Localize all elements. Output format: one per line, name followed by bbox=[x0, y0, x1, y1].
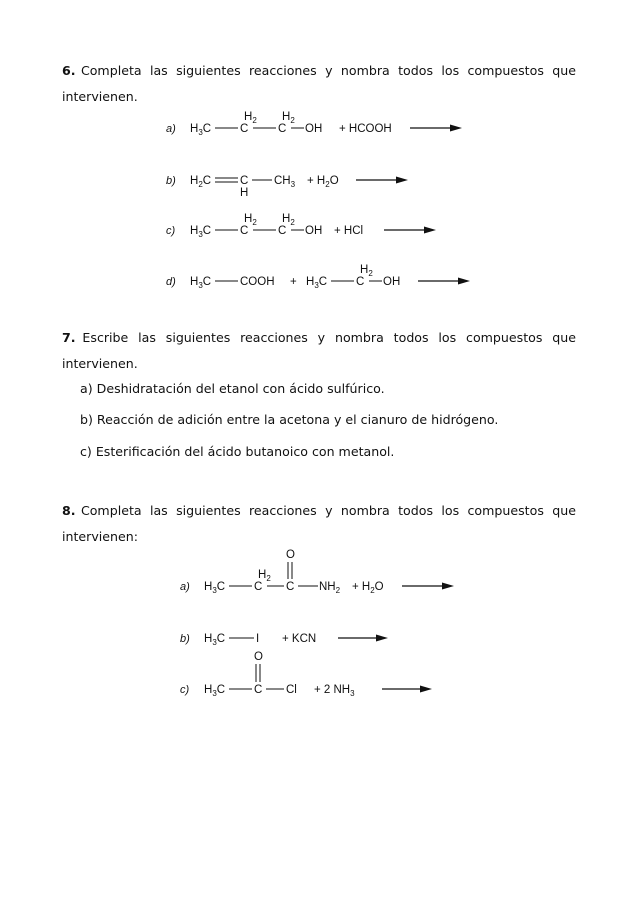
reaction-6b bbox=[166, 164, 426, 200]
arrow-icon bbox=[376, 635, 388, 642]
arrow-icon bbox=[450, 125, 462, 132]
svg-text:H2: $H_2$ bbox=[258, 569, 271, 583]
reaction-6a bbox=[166, 108, 466, 144]
reaction-label: c) bbox=[166, 225, 176, 237]
svg-text:H3C: $H_3C$ bbox=[204, 581, 226, 595]
svg-text:H3C: $H_3C$ bbox=[204, 684, 226, 698]
svg-text:H3C: $H_3C$ bbox=[306, 276, 328, 290]
list-item: a) Deshidratación del etanol con ácido sulfúrico. bbox=[80, 381, 385, 396]
svg-text:+: + bbox=[290, 276, 297, 288]
svg-text:C: C bbox=[286, 581, 295, 593]
reaction-label: b) bbox=[180, 633, 190, 645]
list-item: b) Reacción de adición entre la acetona y el cianuro de hidrógeno. bbox=[80, 412, 499, 427]
reaction-label: a) bbox=[166, 123, 176, 135]
reagent: + $H_2O$ bbox=[352, 581, 384, 595]
formula-h2: $H_2$ bbox=[282, 111, 295, 125]
reaction-6d bbox=[166, 261, 476, 297]
formula-cl: Cl bbox=[286, 684, 297, 696]
svg-text:H3C: $H_3C$ bbox=[204, 633, 226, 647]
svg-text:O: O bbox=[254, 651, 263, 663]
reagent: HCl bbox=[343, 225, 364, 237]
reaction-label: c) bbox=[180, 684, 190, 696]
arrow-icon bbox=[396, 177, 408, 184]
question-text: Escribe las siguientes reacciones y nombra todos los compuestos que intervienen. bbox=[62, 330, 576, 371]
svg-text:H: H bbox=[240, 187, 249, 199]
reaction-8c bbox=[180, 650, 440, 700]
question-6 bbox=[62, 58, 576, 110]
question-number: 8. bbox=[62, 503, 76, 518]
arrow-icon bbox=[442, 583, 454, 590]
formula-h2: $H_2$ bbox=[244, 111, 257, 125]
svg-text:H3C: $H_3C$ bbox=[190, 276, 212, 290]
svg-text:C: C bbox=[240, 175, 249, 187]
svg-text:C: C bbox=[278, 123, 287, 135]
arrow-icon bbox=[458, 278, 470, 285]
svg-text:H2: $H_2$ bbox=[360, 264, 373, 278]
svg-text:+ HCl: + HCl bbox=[334, 225, 364, 237]
reaction-label: a) bbox=[180, 581, 190, 593]
svg-text:C: C bbox=[254, 581, 263, 593]
svg-text:O: O bbox=[286, 549, 295, 561]
reaction-8a bbox=[180, 548, 460, 600]
formula-i: I bbox=[256, 633, 260, 645]
svg-text:C: C bbox=[240, 225, 249, 237]
formula-h2c: $H_2C$ bbox=[190, 175, 212, 189]
svg-text:C: C bbox=[356, 276, 365, 288]
arrow-icon bbox=[420, 686, 432, 693]
formula-oh: OH bbox=[305, 123, 323, 135]
svg-text:C: C bbox=[240, 123, 249, 135]
question-8 bbox=[62, 498, 576, 550]
formula-cooh: COOH bbox=[240, 276, 275, 288]
reagent: + 2 $NH_3$ bbox=[314, 684, 355, 698]
svg-text:H2: $H_2$ bbox=[244, 213, 257, 227]
svg-text:C: C bbox=[254, 684, 263, 696]
svg-text:H2: $H_2$ bbox=[282, 213, 295, 227]
svg-text:C: C bbox=[278, 225, 287, 237]
reaction-8b bbox=[180, 624, 400, 652]
question-text: Completa las siguientes reacciones y nombra todos los compuestos que intervienen: bbox=[62, 503, 576, 544]
list-item: c) Esterificación del ácido butanoico con metanol. bbox=[80, 444, 395, 459]
reagent: HCOOH bbox=[348, 123, 392, 135]
question-text: Completa las siguientes reacciones y nombra todos los compuestos que intervienen. bbox=[62, 63, 576, 104]
reaction-6c bbox=[166, 210, 446, 246]
svg-text:+ HCOOH: + HCOOH bbox=[339, 123, 392, 135]
reaction-label: d) bbox=[166, 276, 176, 288]
question-number: 7. bbox=[62, 330, 76, 345]
formula-nh2: $NH_2$ bbox=[319, 581, 341, 595]
svg-text:H3C: $H_3C$ bbox=[190, 225, 212, 239]
reagent: + $H_2O$ bbox=[307, 175, 339, 189]
formula-h3c: $H_3C$ bbox=[190, 123, 212, 137]
formula-ch3: $CH_3$ bbox=[274, 175, 296, 189]
question-number: 6. bbox=[62, 63, 76, 78]
reagent: + KCN bbox=[282, 633, 317, 645]
svg-text:OH: OH bbox=[305, 225, 323, 237]
arrow-icon bbox=[424, 227, 436, 234]
reaction-label: b) bbox=[166, 175, 176, 187]
question-7 bbox=[62, 325, 576, 377]
formula-oh: OH bbox=[383, 276, 401, 288]
